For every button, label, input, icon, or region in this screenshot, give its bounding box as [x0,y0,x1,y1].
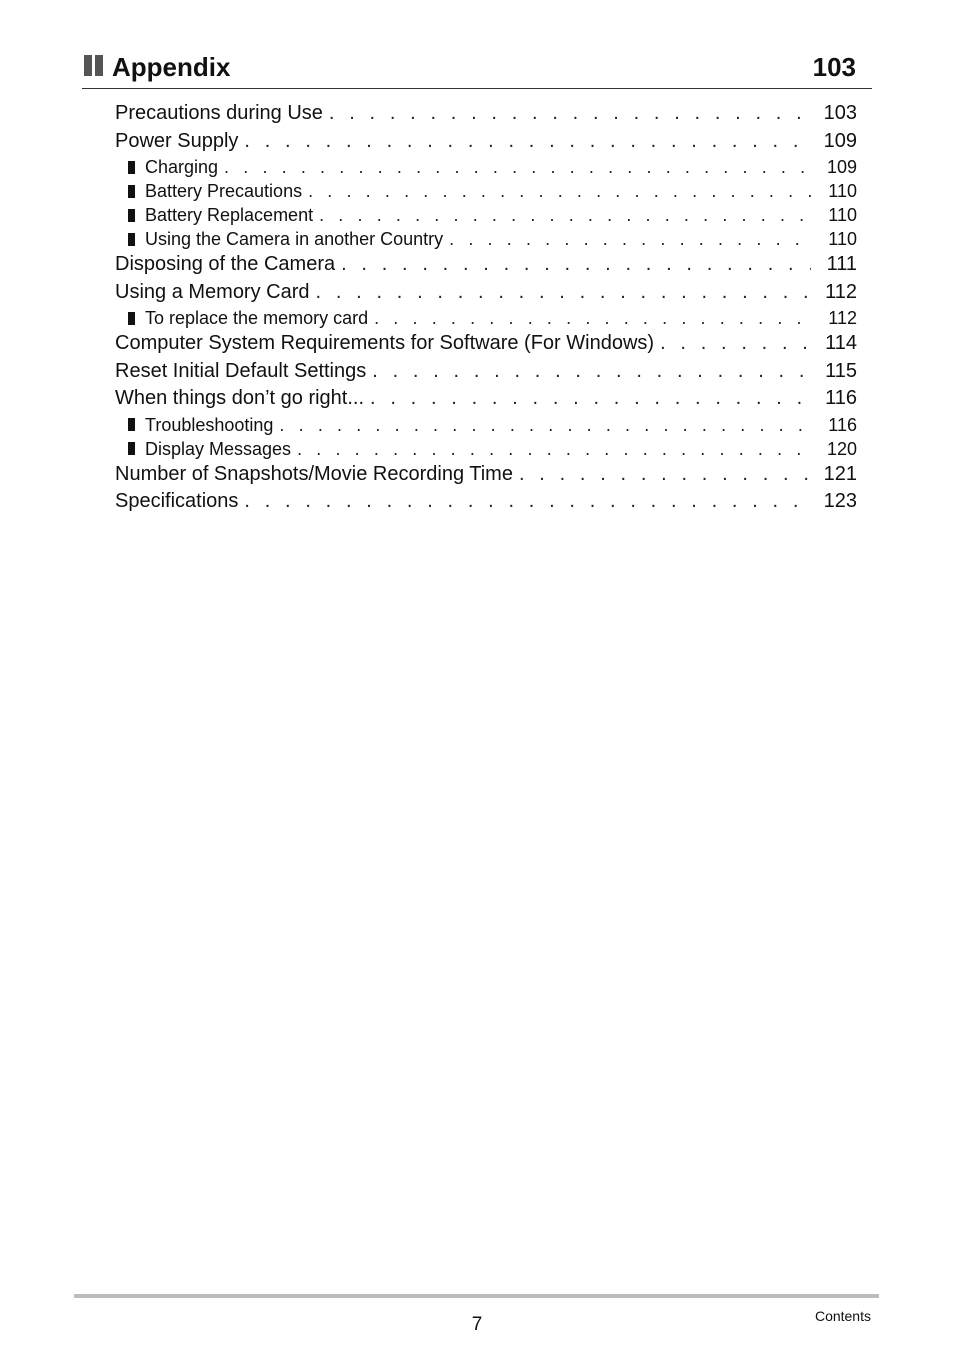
section-page-number: 103 [812,52,856,82]
dot-leader [329,100,811,128]
dot-leader [372,358,811,386]
dot-leader [244,128,811,156]
toc-entry[interactable] [115,100,857,128]
dot-leader [316,279,811,307]
dot-leader [224,155,815,179]
toc-entry-label: When things don’t go right... [115,387,365,409]
dot-leader [279,413,815,437]
toc-entry-label: Specifications [115,490,239,512]
toc-entry-label: Display Messages [145,438,292,459]
section-header [82,50,872,89]
footer-section-label[interactable]: Contents [814,1308,871,1324]
toc-entry-label: Power Supply [115,129,239,152]
toc-entry-page: 110 [828,181,857,201]
toc-entry[interactable] [115,155,857,179]
bullet-icon [128,209,135,222]
table-of-contents [115,100,857,516]
toc-entry-label: Using the Camera in another Country [145,229,444,249]
toc-entry[interactable] [115,488,857,516]
toc-entry[interactable] [115,461,857,489]
toc-entry-page: 114 [825,332,857,354]
toc-entry[interactable] [115,413,857,437]
toc-entry[interactable] [115,251,857,279]
toc-entry-label: Battery Precautions [145,181,303,201]
toc-entry-label: Battery Replacement [145,205,314,225]
section-marker-icon [84,55,104,76]
toc-entry-page: 121 [823,462,857,485]
toc-entry[interactable] [115,306,857,330]
dot-leader [308,179,815,203]
section-title: Appendix [112,52,231,82]
toc-entry-page: 110 [828,205,857,225]
footer-divider [74,1294,879,1298]
toc-entry-page: 112 [828,308,857,328]
toc-entry-label: Number of Snapshots/Movie Recording Time [115,462,513,485]
toc-entry-label: Computer System Requirements for Software (For Windows) [115,332,655,354]
bullet-icon [128,442,135,455]
toc-entry[interactable] [115,179,857,203]
toc-entry[interactable] [115,330,857,358]
toc-entry-page: 109 [823,129,857,152]
toc-entry-page: 110 [828,229,857,249]
toc-entry-label: Using a Memory Card [115,280,310,303]
bullet-icon [128,312,135,325]
toc-entry-label: Troubleshooting [145,414,274,435]
toc-entry[interactable] [115,279,857,307]
toc-entry[interactable] [115,128,857,156]
toc-entry[interactable] [115,227,857,251]
toc-entry[interactable] [115,203,857,227]
toc-entry-label: To replace the memory card [145,308,369,328]
bullet-icon [128,233,135,246]
page-number: 7 [471,1314,483,1335]
toc-entry-page: 112 [825,280,857,303]
dot-leader [519,461,811,489]
bullet-icon [128,161,135,174]
toc-entry-label: Precautions during Use [115,102,323,124]
bullet-icon [128,185,135,198]
dot-leader [370,385,811,413]
toc-entry-page: 111 [826,253,857,275]
dot-leader [297,437,815,461]
dot-leader [341,251,811,279]
bullet-icon [128,418,135,431]
toc-entry-page: 103 [823,102,857,124]
toc-entry-page: 116 [828,414,857,435]
toc-entry-page: 123 [823,490,857,512]
dot-leader [319,203,815,227]
dot-leader [374,306,815,330]
toc-entry-label: Disposing of the Camera [115,253,336,275]
toc-entry-page: 116 [825,387,857,409]
toc-entry[interactable] [115,385,857,413]
toc-entry-label: Charging [145,157,219,177]
dot-leader [244,488,811,516]
toc-entry[interactable] [115,358,857,386]
toc-entry-page: 109 [826,157,857,177]
toc-entry-page: 115 [825,359,857,382]
toc-entry-label: Reset Initial Default Settings [115,359,367,382]
dot-leader [449,227,815,251]
toc-entry[interactable] [115,437,857,461]
toc-entry-page: 120 [826,438,857,459]
dot-leader [660,330,811,358]
